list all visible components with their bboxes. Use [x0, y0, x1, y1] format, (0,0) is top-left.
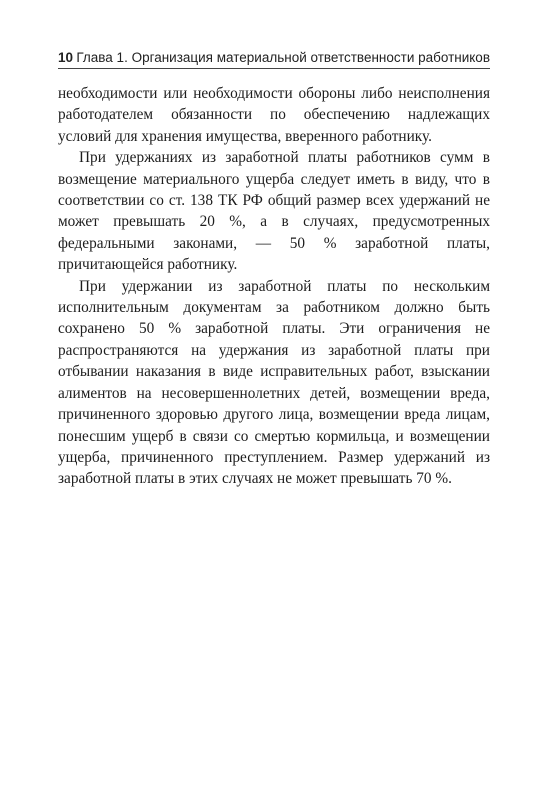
body-text: [58, 83, 490, 490]
running-header: [58, 46, 490, 68]
page-number: 10: [58, 50, 74, 65]
paragraph-continuation: необходимости или необходимости обороны либо неисполнения работодателем обязанности по обеспечению надлежащих условий для хранения имущества, вверенного работнику.: [58, 85, 490, 145]
paragraph-multiple-writs: При удержании из заработной платы по нескольким исполнительным документам за работником должно быть сохранено 50 % заработной платы. Эти ограничения не распространяются на удержания из заработной платы при отбывании наказания в виде исправительных работ, взыскании алиментов на несовершеннолетних детей, возмещении вреда, причиненного здоровью другого лица, возмещении вреда лицам, понесшим ущерб в связи со смертью кормильца, и возмещении ущерба, причиненного преступлением. Размер удержаний из заработной платы в этих случаях не может превышать 70 %.: [58, 277, 490, 488]
header-rule: [58, 68, 490, 69]
paragraph-deductions-limit: При удержаниях из заработной платы работников сумм в возмещение материального ущерба следует иметь в виду, что в соответствии со ст. 138 ТК РФ общий размер всех удержаний не может превышать 20 %, а в случаях, предусмотренных федеральными законами, — 50 % заработной платы, причитающейся работнику.: [58, 149, 490, 274]
chapter-title: Глава 1. Организация материальной ответственности работников: [76, 50, 490, 65]
